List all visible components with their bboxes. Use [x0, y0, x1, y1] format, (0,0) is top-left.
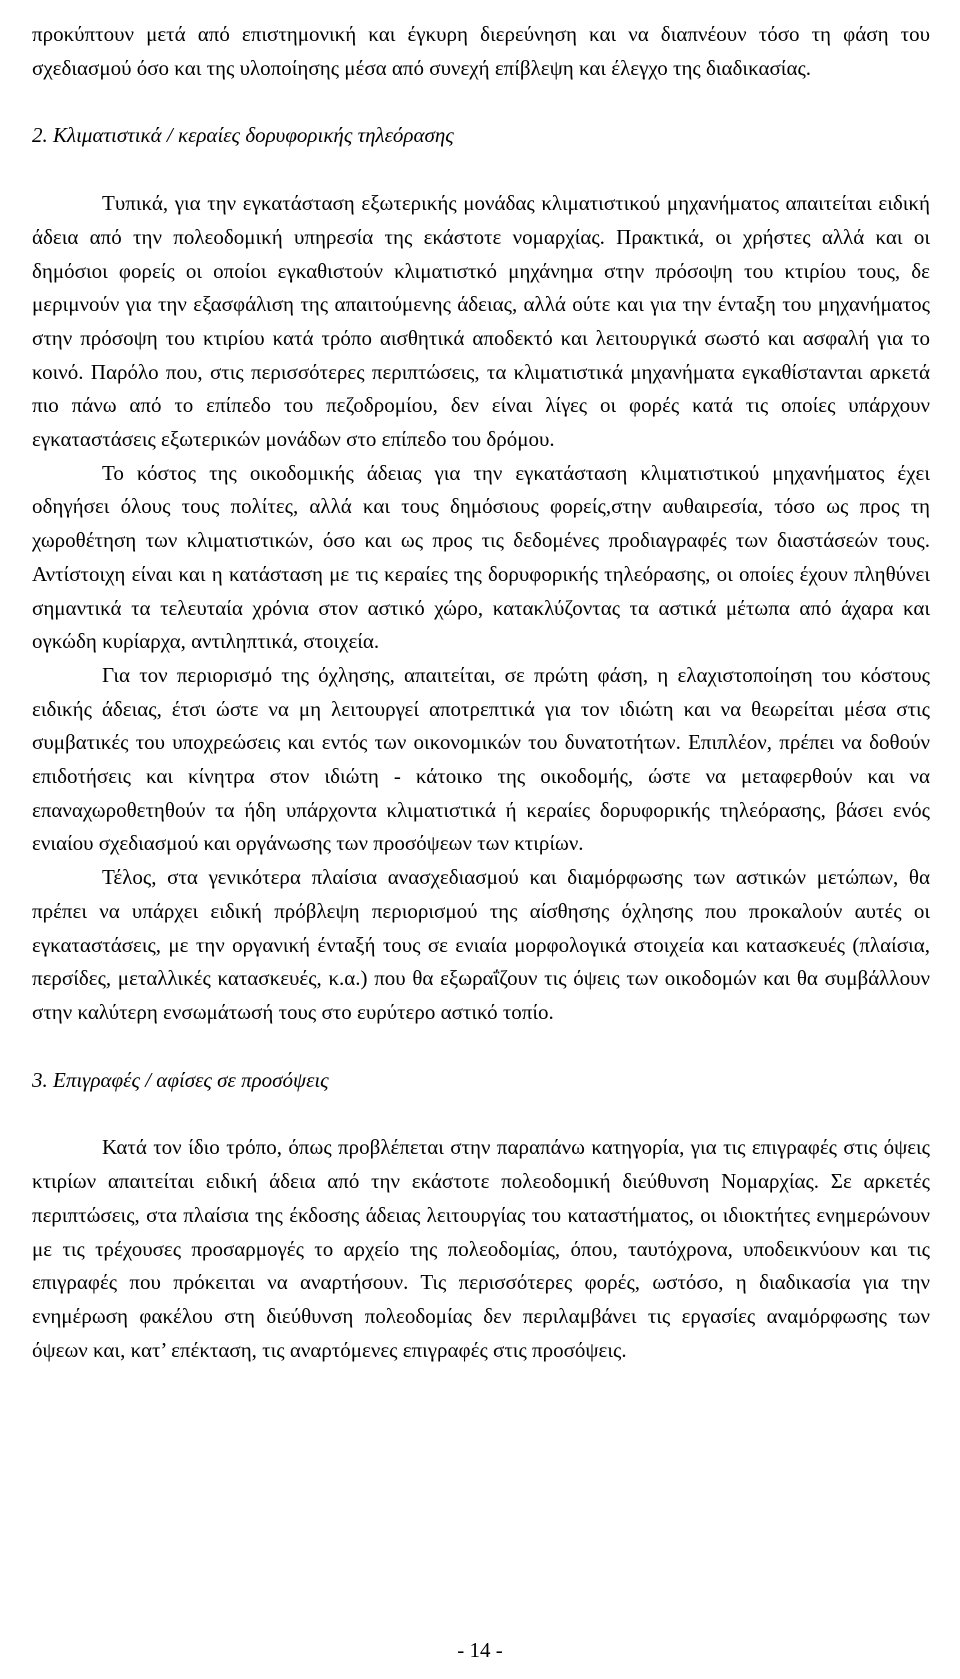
- spacer: [32, 153, 930, 187]
- page-number: - 14 -: [457, 1638, 503, 1662]
- spacer: [32, 1030, 930, 1064]
- spacer: [32, 1097, 930, 1131]
- intro-paragraph: προκύπτουν μετά από επιστημονική και έγκυρη διερεύνηση και να διαπνέουν τόσο τη φάση του σχεδιασμού όσο και της υλοποίησης μέσα από συνεχή επίβλεψη και έλεγχο της διαδικασίας.: [32, 22, 930, 80]
- section2-paragraph-2: Το κόστος της οικοδομικής άδειας για την εγκατάσταση κλιματιστικού μηχανήματος έχει οδηγήσει όλους τους πολίτες, αλλά και τους δημόσιους φορείς,στην αυθαιρεσία, τόσο ως προς τη χωροθέτηση των κλιματιστικών, όσο και ως προς τις δεδομένες προδιαγραφές των διαστάσεών τους. Αντίστοιχη είναι και η κατάσταση με τις κεραίες της δορυφορικής τηλεόρασης, οι οποίες έχουν πληθύνει σημαντικά τα τελευταία χρόνια στον αστικό χώρο, κατακλύζοντας τα αστικά μέτωπα από άχαρα και ογκώδη κυρίαρχα, αντιληπτικά, στοιχεία.: [32, 460, 930, 654]
- spacer: [32, 85, 930, 119]
- section2-paragraph-1: Τυπικά, για την εγκατάσταση εξωτερικής μονάδας κλιματιστικού μηχανήματος απαιτείται ειδική άδεια από την πολεοδομική υπηρεσία της εκάστοτε νομαρχίας. Πρακτικά, οι χρήστες αλλά και οι δημόσιοι φορείς οι οποίοι εγκαθιστούν κλιματιστκό μηχάνημα στην πρόσοψη του κτιρίου τους, δε μεριμνούν για την εξασφάλιση της απαιτούμενης άδειας, αλλά ούτε και για την ένταξη του μηχανήματος στην πρόσοψη του κτιρίου κατά τρόπο αισθητικά αποδεκτό και λειτουργικά σωστό και ασφαλή για το κοινό. Παρόλο που, στις περισσότερες περιπτώσεις, τα κλιματιστικά μηχανήματα εγκαθίστανται αρκετά πιο πάνω από το επίπεδο του πεζοδρομίου, δεν είναι λίγες οι φορές κατά τις οποίες υπάρχουν εγκαταστάσεις εξωτερικών μονάδων στο επίπεδο του δρόμου.: [32, 191, 930, 452]
- document-page: [32, 18, 930, 1367]
- section3-paragraph-1: Κατά τον ίδιο τρόπο, όπως προβλέπεται στην παραπάνω κατηγορία, για τις επιγραφές στις όψεις κτιρίων απαιτείται ειδική άδεια από την εκάστοτε πολεοδομική διεύθυνση Νομαρχίας. Σε αρκετές περιπτώσεις, στα πλαίσια της έκδοσης άδειας λειτουργίας του καταστήματος, οι ιδιοκτήτες ενημερώνουν με τις τρέχουσες προσαρμογές το αρχείο της πολεοδομίας, όπου, ταυτόχρονα, υποδεικνύουν και τις επιγραφές που πρόκειται να αναρτήσουν. Τις περισσότερες φορές, ωστόσο, η διαδικασία για την ενημέρωση φακέλου στη διεύθυνση πολεοδομίας δεν περιλαμβάνει τις εργασίες αναμόρφωσης των όψεων και, κατ’ επέκταση, τις αναρτόμενες επιγραφές στις προσόψεις.: [32, 1135, 930, 1362]
- section2-paragraph-3: Για τον περιορισμό της όχλησης, απαιτείται, σε πρώτη φάση, η ελαχιστοποίηση του κόστους ειδικής άδειας, έτσι ώστε να μη λειτουργεί αποτρεπτικά για τον ιδιώτη και να θεωρείται μέσα στις συμβατικές του υποχρεώσεις και εντός των οικονομικών του δυνατοτήτων. Επιπλέον, πρέπει να δοθούν επιδοτήσεις και κίνητρα στον ιδιώτη - κάτοικο της οικοδομής, ώστε να μεταφερθούν και να επαναχωροθετηθούν τα ήδη υπάρχοντα κλιματιστικά ή κεραίες δορυφορικής τηλεόρασης, βάσει ενός ενιαίου σχεδιασμού και οργάνωσης των προσόψεων των κτιρίων.: [32, 662, 930, 856]
- section-heading-2: 2. Κλιματιστικά / κεραίες δορυφορικής τηλεόρασης: [32, 123, 454, 148]
- section2-paragraph-4: Τέλος, στα γενικότερα πλαίσια ανασχεδιασμού και διαμόρφωσης των αστικών μετώπων, θα πρέπει να υπάρχει ειδική πρόβλεψη περιορισμού της αίσθησης όχλησης που προκαλούν αυτές οι εγκαταστάσεις, με την οργανική ένταξή τους σε ενιαία μορφολογικά στοιχεία και κατασκευές (πλαίσια, περσίδες, μεταλλικές κατασκευές, κ.α.) που θα εξωραΐζουν τις όψεις των οικοδομών και θα συμβάλλουν στην καλύτερη ενσωμάτωσή τους στο ευρύτερο αστικό τοπίο.: [32, 865, 930, 1024]
- section-heading-3: 3. Επιγραφές / αφίσες σε προσόψεις: [32, 1067, 329, 1092]
